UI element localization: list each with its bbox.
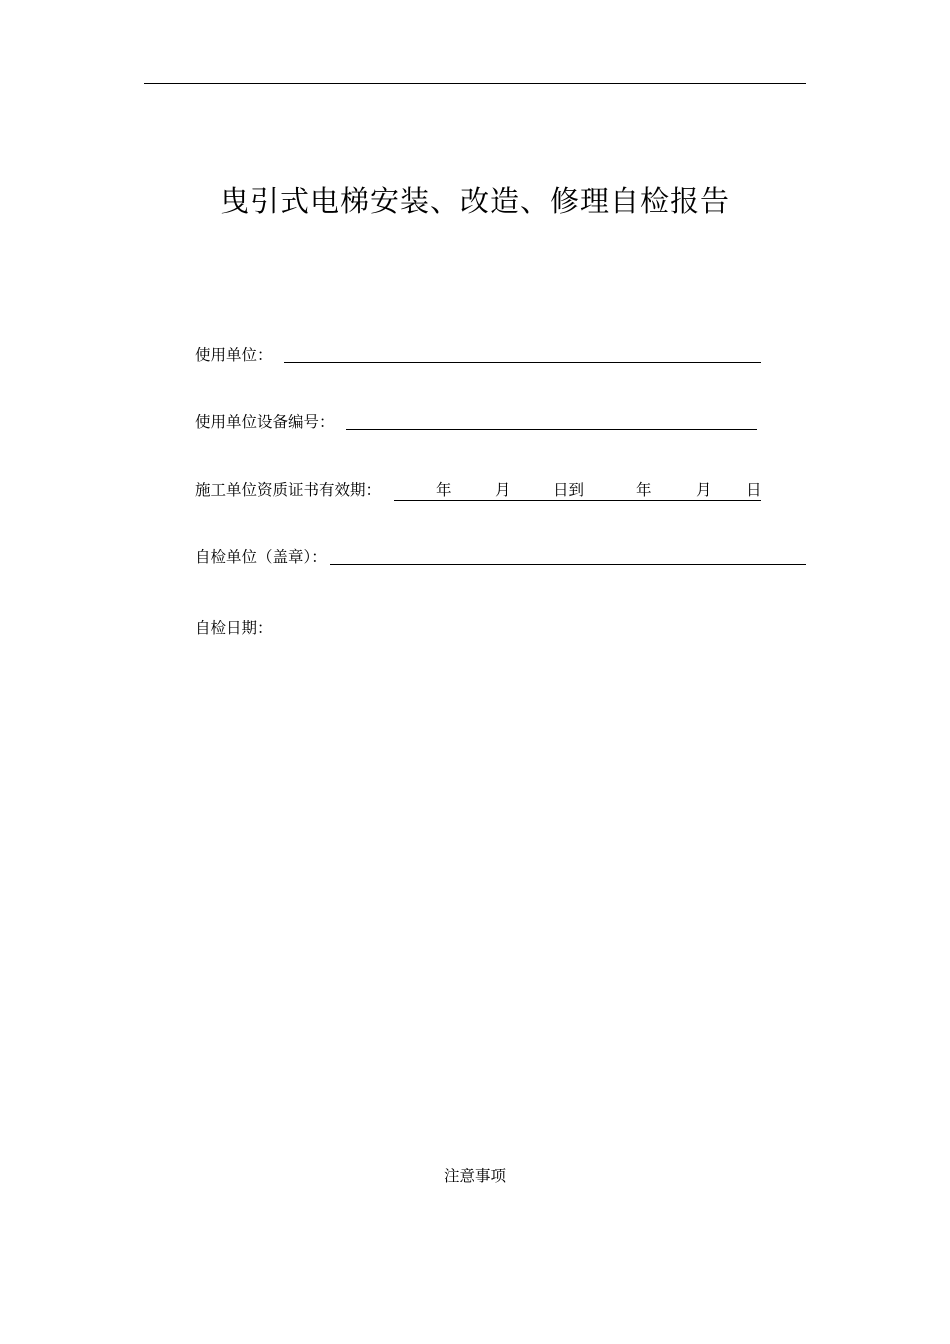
document-title: 曳引式电梯安装、改造、修理自检报告 bbox=[219, 184, 730, 218]
validity-year-end: 年 bbox=[636, 481, 652, 499]
header-rule bbox=[144, 83, 806, 84]
validity-label: 施工单位资质证书有效期： bbox=[195, 481, 382, 499]
validity-fill-line[interactable] bbox=[394, 480, 761, 501]
validity-day-end: 日 bbox=[746, 481, 762, 499]
user-unit-fill-line[interactable] bbox=[284, 362, 761, 363]
validity-year-start: 年 bbox=[436, 481, 452, 499]
inspection-unit-label: 自检单位（盖章）： bbox=[195, 548, 327, 566]
equipment-number-label: 使用单位设备编号： bbox=[195, 413, 335, 431]
inspection-date-field bbox=[195, 618, 273, 638]
validity-day-to: 日到 bbox=[553, 481, 585, 499]
equipment-number-fill-line[interactable] bbox=[346, 429, 757, 430]
equipment-number-field bbox=[195, 412, 335, 432]
user-unit-field bbox=[195, 345, 273, 365]
validity-month-start: 月 bbox=[495, 481, 511, 499]
validity-month-end: 月 bbox=[696, 481, 712, 499]
inspection-unit-fill-line[interactable] bbox=[330, 564, 806, 565]
notes-heading: 注意事项 bbox=[443, 1167, 506, 1185]
inspection-unit-field bbox=[195, 547, 327, 567]
inspection-date-label: 自检日期： bbox=[195, 619, 273, 637]
user-unit-label: 使用单位： bbox=[195, 346, 273, 364]
validity-field bbox=[195, 480, 381, 500]
